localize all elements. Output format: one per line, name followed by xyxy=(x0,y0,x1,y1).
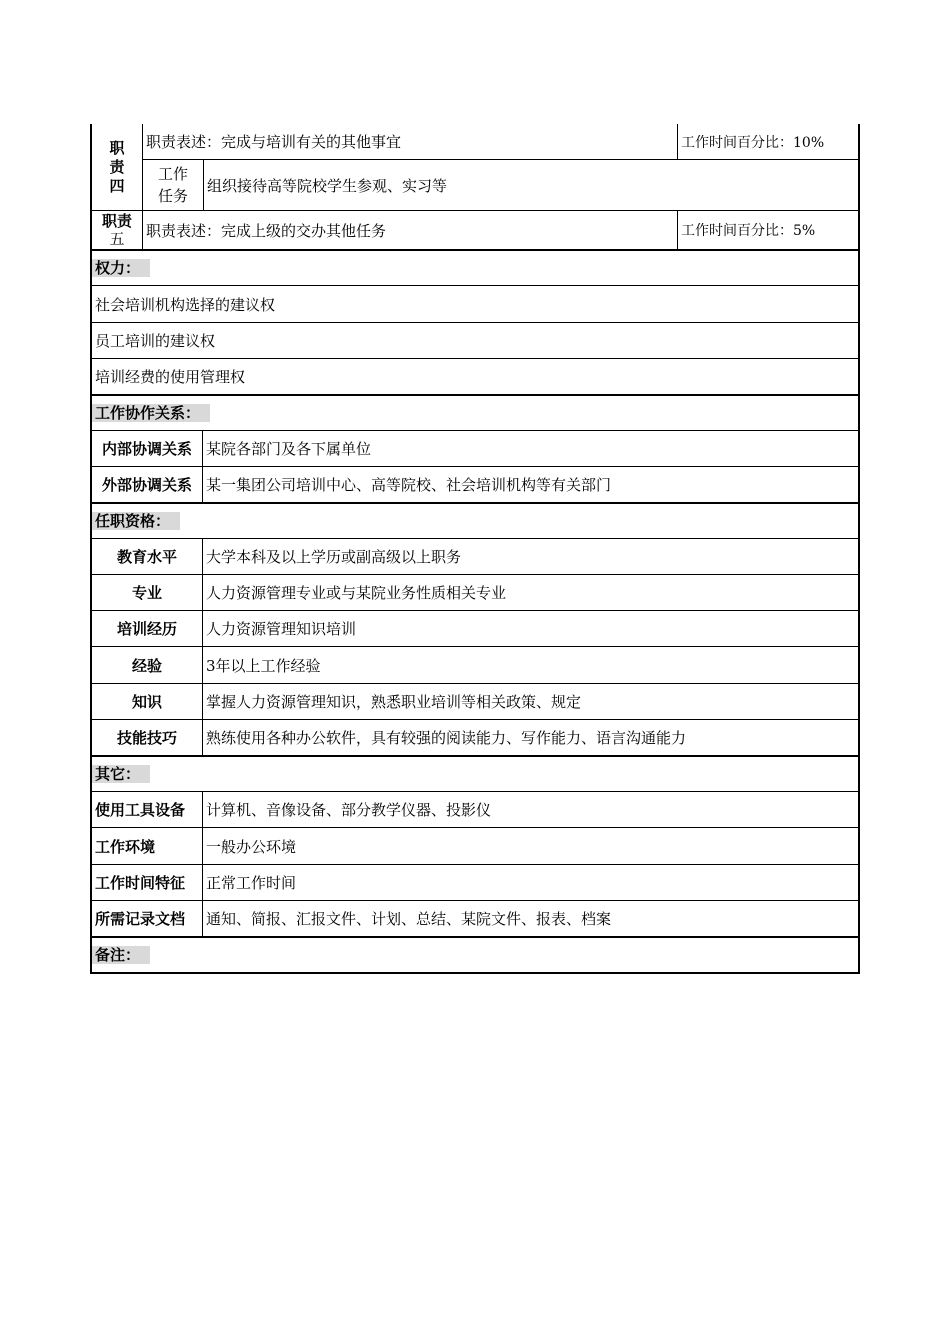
other-title: 其它： xyxy=(92,765,150,783)
authority-section-header xyxy=(90,251,860,286)
other-label: 所需记录文档 xyxy=(95,910,186,928)
duty-four-description: 职责表述：完成与培训有关的其他事宜 xyxy=(142,124,677,160)
other-value: 通知、简报、汇报文件、计划、总结、某院文件、报表、档案 xyxy=(202,901,858,936)
qualification-label: 知识 xyxy=(131,693,162,711)
relations-row xyxy=(90,431,860,467)
duty-four-block xyxy=(90,124,860,211)
qualification-value: 人力资源管理专业或与某院业务性质相关专业 xyxy=(202,575,858,610)
qualification-row xyxy=(90,720,860,757)
relations-row xyxy=(90,467,860,504)
other-label: 工作时间特征 xyxy=(95,874,186,892)
duty-four-label xyxy=(92,124,142,210)
task-label-line: 任务 xyxy=(157,187,188,205)
qualification-label: 专业 xyxy=(131,584,162,602)
duty-five-label-line: 职责 xyxy=(101,212,132,230)
qualification-row xyxy=(90,539,860,575)
qualification-label: 经验 xyxy=(131,656,162,675)
relations-section-header xyxy=(90,396,860,431)
relations-title: 工作协作关系： xyxy=(92,404,210,422)
other-label: 工作环境 xyxy=(95,837,156,856)
other-row xyxy=(90,901,860,938)
qualifications-title: 任职资格： xyxy=(92,512,180,530)
qualification-row xyxy=(90,611,860,647)
duty-five-label xyxy=(92,211,142,249)
qualification-label: 教育水平 xyxy=(116,548,177,566)
duty-four-label-char: 职 xyxy=(109,138,125,157)
qualification-value: 熟练使用各种办公软件，具有较强的阅读能力、写作能力、语言沟通能力 xyxy=(202,720,858,755)
notes-title: 备注： xyxy=(92,946,150,964)
other-row xyxy=(90,792,860,828)
qualification-value: 大学本科及以上学历或副高级以上职务 xyxy=(202,539,858,574)
qualification-label: 技能技巧 xyxy=(116,729,177,747)
other-section-header xyxy=(90,757,860,792)
duty-five-description: 职责表述：完成上级的交办其他任务 xyxy=(142,211,677,249)
qualification-value: 掌握人力资源管理知识，熟悉职业培训等相关政策、规定 xyxy=(202,684,858,719)
qualification-row xyxy=(90,684,860,720)
qualification-row xyxy=(90,575,860,611)
duty-four-label-char: 责 xyxy=(109,157,125,176)
authority-item xyxy=(90,286,860,323)
authority-item-text: 社会培训机构选择的建议权 xyxy=(95,295,276,314)
duty-four-task-label xyxy=(142,160,203,210)
qualification-value: 3年以上工作经验 xyxy=(202,647,858,683)
qualification-value: 人力资源管理知识培训 xyxy=(202,611,858,646)
authority-title: 权力： xyxy=(92,259,150,277)
other-row xyxy=(90,865,860,901)
authority-item-text: 员工培训的建议权 xyxy=(95,332,216,350)
other-row xyxy=(90,828,860,865)
qualification-row xyxy=(90,647,860,684)
relations-label: 外部协调关系 xyxy=(101,476,192,494)
relations-value: 某一集团公司培训中心、高等院校、社会培训机构等有关部门 xyxy=(202,467,858,502)
other-label: 使用工具设备 xyxy=(95,801,186,819)
job-description-table xyxy=(90,124,860,974)
duty-five-label-line: 五 xyxy=(109,230,125,248)
qualifications-section-header xyxy=(90,504,860,539)
relations-label: 内部协调关系 xyxy=(101,440,192,458)
other-value: 一般办公环境 xyxy=(202,828,858,864)
other-value: 正常工作时间 xyxy=(202,865,858,900)
authority-item-text: 培训经费的使用管理权 xyxy=(95,368,246,386)
other-value: 计算机、音像设备、部分教学仪器、投影仪 xyxy=(202,792,858,827)
notes-section xyxy=(90,938,860,974)
duty-four-label-char: 四 xyxy=(109,176,125,195)
authority-item xyxy=(90,323,860,359)
relations-value: 某院各部门及各下属单位 xyxy=(202,431,858,466)
duty-four-time-share: 工作时间百分比：10% xyxy=(677,124,858,160)
qualification-label: 培训经历 xyxy=(116,620,177,638)
authority-item xyxy=(90,359,860,396)
task-label-line: 工作 xyxy=(157,165,188,183)
duty-four-task: 组织接待高等院校学生参观、实习等 xyxy=(203,160,858,210)
duty-five-time-share: 工作时间百分比：5% xyxy=(677,211,858,249)
duty-five-block xyxy=(90,211,860,251)
